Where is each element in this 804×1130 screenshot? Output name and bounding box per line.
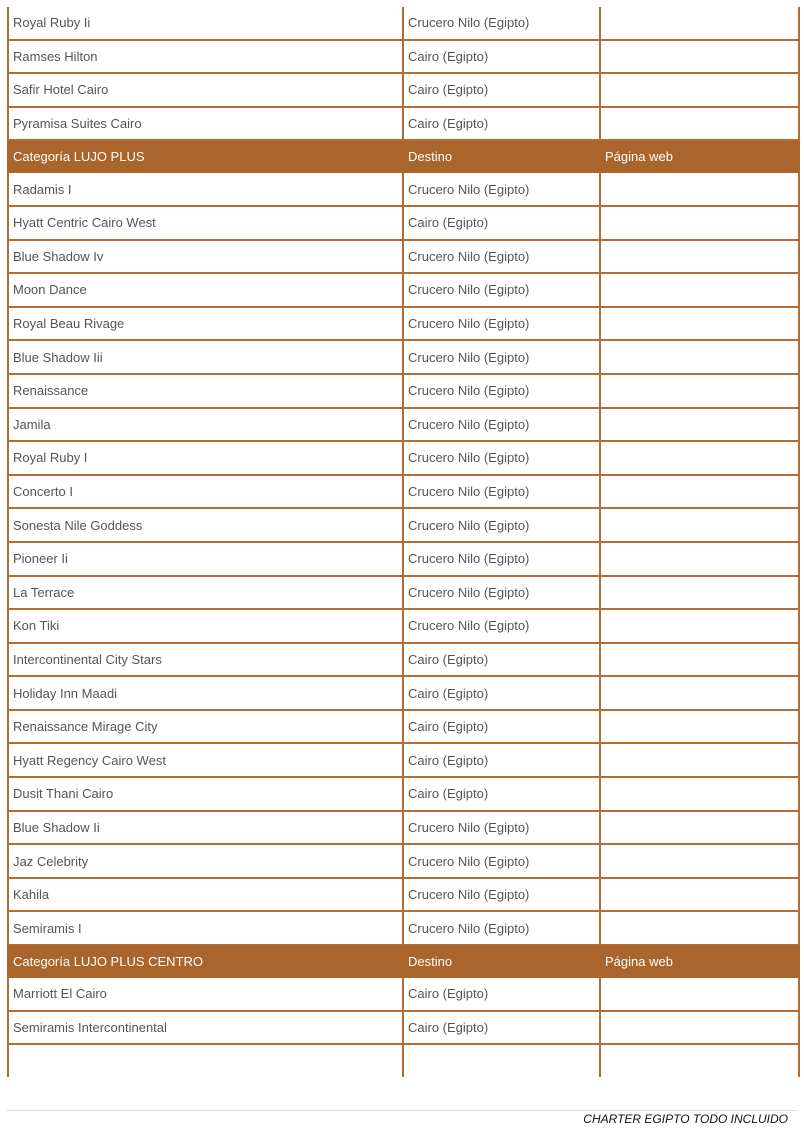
table-row [8,206,799,240]
website-cell [600,542,799,576]
website-cell [600,40,799,74]
hotel-name-cell: Royal Ruby I [8,441,403,475]
destination-cell: Crucero Nilo (Egipto) [403,844,600,878]
hotel-name-cell: Concerto I [8,475,403,509]
hotel-name-cell: Royal Beau Rivage [8,307,403,341]
website-cell [600,408,799,442]
destination-cell: Crucero Nilo (Egipto) [403,542,600,576]
hotel-name-cell: Kahila [8,878,403,912]
table-row [8,475,799,509]
table-row [8,609,799,643]
destination-cell: Crucero Nilo (Egipto) [403,7,600,40]
website-header: Página web [600,140,799,172]
destination-cell: Crucero Nilo (Egipto) [403,441,600,475]
table-row [8,240,799,274]
hotel-name-cell: Dusit Thani Cairo [8,777,403,811]
table-row [8,7,799,40]
website-cell [600,273,799,307]
table-row [8,977,799,1011]
table-row [8,40,799,74]
destination-cell: Cairo (Egipto) [403,206,600,240]
table-row [8,777,799,811]
destination-cell: Cairo (Egipto) [403,743,600,777]
table-row [8,508,799,542]
table-row [8,374,799,408]
hotel-name-cell: Ramses Hilton [8,40,403,74]
category-header-row [8,945,799,977]
table-row [8,878,799,912]
website-cell [600,374,799,408]
destination-cell: Cairo (Egipto) [403,107,600,141]
hotel-table [7,7,800,1077]
website-cell [600,977,799,1011]
website-cell [600,1044,799,1077]
website-header: Página web [600,945,799,977]
hotel-name-cell: Renaissance [8,374,403,408]
website-cell [600,609,799,643]
category-header-row [8,140,799,172]
destination-cell: Cairo (Egipto) [403,676,600,710]
destination-cell: Crucero Nilo (Egipto) [403,240,600,274]
hotel-name-cell: Semiramis Intercontinental [8,1011,403,1045]
website-cell [600,576,799,610]
website-cell [600,1011,799,1045]
destination-cell: Crucero Nilo (Egipto) [403,475,600,509]
destination-cell: Cairo (Egipto) [403,710,600,744]
table-row [8,340,799,374]
hotel-name-cell: Royal Ruby Ii [8,7,403,40]
destination-cell: Crucero Nilo (Egipto) [403,811,600,845]
website-cell [600,743,799,777]
hotel-name-cell: La Terrace [8,576,403,610]
destination-cell: Crucero Nilo (Egipto) [403,172,600,206]
hotel-name-cell: Hyatt Centric Cairo West [8,206,403,240]
website-cell [600,307,799,341]
table-row [8,107,799,141]
destination-cell: Crucero Nilo (Egipto) [403,878,600,912]
website-cell [600,240,799,274]
destination-cell: Crucero Nilo (Egipto) [403,911,600,945]
website-cell [600,475,799,509]
table-row [8,273,799,307]
hotel-name-cell: Renaissance Mirage City [8,710,403,744]
destination-cell: Cairo (Egipto) [403,73,600,107]
footer-divider [7,1110,797,1111]
website-cell [600,508,799,542]
destination-cell: Cairo (Egipto) [403,977,600,1011]
hotel-name-cell: Moon Dance [8,273,403,307]
destination-cell: Cairo (Egipto) [403,40,600,74]
table-row [8,307,799,341]
hotel-name-cell: Kon Tiki [8,609,403,643]
website-cell [600,7,799,40]
destination-cell: Cairo (Egipto) [403,1011,600,1045]
hotel-name-cell: Sonesta Nile Goddess [8,508,403,542]
destination-header: Destino [403,945,600,977]
destination-cell: Crucero Nilo (Egipto) [403,340,600,374]
destination-header: Destino [403,140,600,172]
destination-cell: Crucero Nilo (Egipto) [403,508,600,542]
destination-cell: Crucero Nilo (Egipto) [403,273,600,307]
hotel-name-cell: Blue Shadow Iv [8,240,403,274]
website-cell [600,441,799,475]
table-row [8,408,799,442]
table-row [8,643,799,677]
hotel-name-header: Categoría LUJO PLUS [8,140,403,172]
hotel-name-cell: Jaz Celebrity [8,844,403,878]
hotel-name-cell: Radamis I [8,172,403,206]
table-row [8,710,799,744]
website-cell [600,340,799,374]
hotel-name-cell [8,1044,403,1077]
destination-cell: Crucero Nilo (Egipto) [403,374,600,408]
table-row [8,1044,799,1077]
table-row [8,542,799,576]
destination-cell: Crucero Nilo (Egipto) [403,576,600,610]
hotel-name-cell: Safir Hotel Cairo [8,73,403,107]
hotel-name-cell: Holiday Inn Maadi [8,676,403,710]
destination-cell: Crucero Nilo (Egipto) [403,609,600,643]
destination-cell [403,1044,600,1077]
destination-cell: Crucero Nilo (Egipto) [403,408,600,442]
hotel-name-cell: Semiramis I [8,911,403,945]
hotel-name-cell: Jamila [8,408,403,442]
table-row [8,441,799,475]
website-cell [600,107,799,141]
website-cell [600,844,799,878]
hotel-name-cell: Hyatt Regency Cairo West [8,743,403,777]
table-row [8,172,799,206]
website-cell [600,710,799,744]
website-cell [600,811,799,845]
destination-cell: Cairo (Egipto) [403,643,600,677]
table-row [8,743,799,777]
website-cell [600,676,799,710]
website-cell [600,878,799,912]
website-cell [600,172,799,206]
website-cell [600,206,799,240]
table-row [8,73,799,107]
table-row [8,676,799,710]
website-cell [600,777,799,811]
hotel-name-cell: Intercontinental City Stars [8,643,403,677]
hotel-name-cell: Marriott El Cairo [8,977,403,1011]
table-row [8,911,799,945]
footer-title: CHARTER EGIPTO TODO INCLUIDO [583,1112,788,1126]
website-cell [600,643,799,677]
hotel-name-cell: Blue Shadow Iii [8,340,403,374]
hotel-name-cell: Blue Shadow Ii [8,811,403,845]
hotel-name-cell: Pyramisa Suites Cairo [8,107,403,141]
table-row [8,811,799,845]
website-cell [600,911,799,945]
table-row [8,844,799,878]
hotel-name-header: Categoría LUJO PLUS CENTRO [8,945,403,977]
destination-cell: Crucero Nilo (Egipto) [403,307,600,341]
website-cell [600,73,799,107]
table-row [8,1011,799,1045]
hotel-name-cell: Pioneer Ii [8,542,403,576]
table-row [8,576,799,610]
destination-cell: Cairo (Egipto) [403,777,600,811]
